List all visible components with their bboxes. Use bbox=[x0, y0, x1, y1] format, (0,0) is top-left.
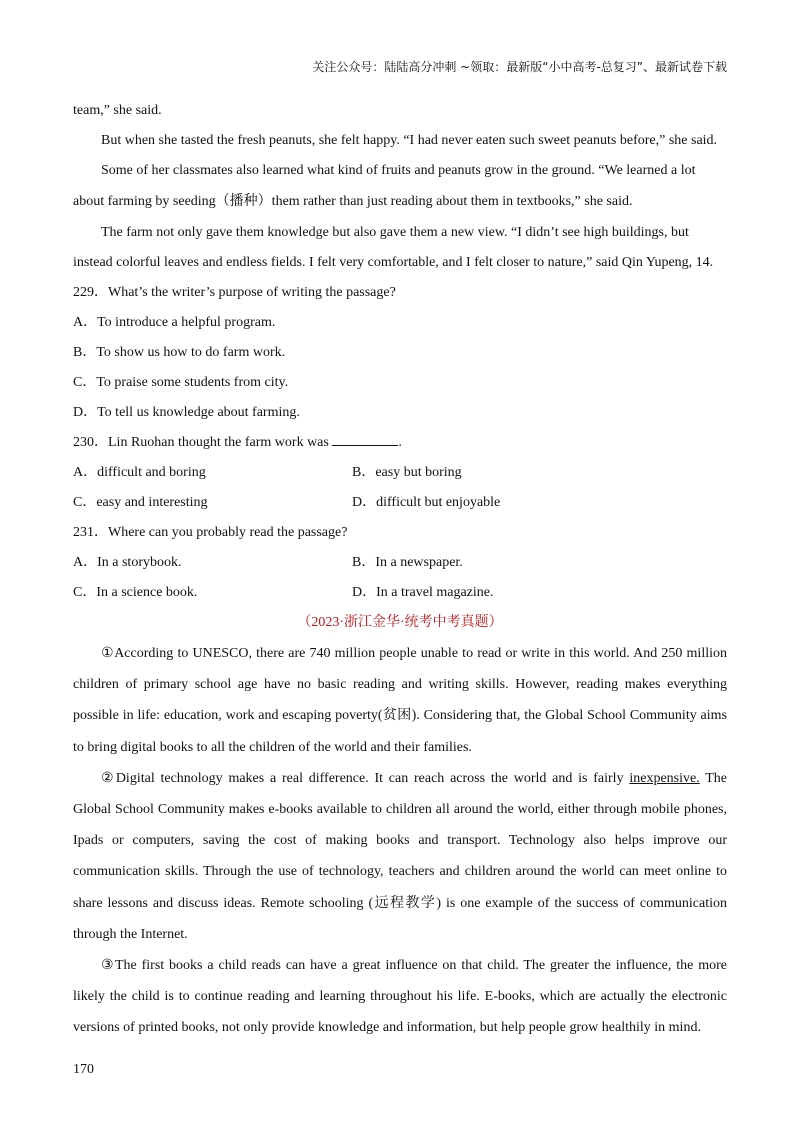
question-231-stem: 231．Where can you probably read the passage? bbox=[73, 525, 348, 540]
page-header: 关注公众号：陆陆高分冲刺 ~领取：最新版“小中高考-总复习”、最新试卷下载 bbox=[312, 60, 727, 74]
question-230-options-row bbox=[73, 488, 727, 518]
source-label: （2023·浙江金华·统考中考真题） bbox=[297, 615, 503, 630]
question-229-option-c: C．To praise some students from city. bbox=[73, 375, 289, 390]
underlined-word: inexpensive. bbox=[629, 770, 700, 786]
text-line: about farming by seeding（播种）them rather than just reading about them in textbooks,” she said. bbox=[73, 194, 633, 209]
question-231-option-d: D．In a travel magazine. bbox=[352, 585, 494, 600]
text-line: Some of her classmates also learned what kind of fruits and peanuts grow in the ground. “We learned a lot bbox=[101, 163, 696, 178]
question-231-options-row bbox=[73, 548, 727, 578]
page-number: 170 bbox=[73, 1062, 94, 1077]
text-line: The farm not only gave them knowledge but also gave them a new view. “I didn’t see high buildings, but bbox=[101, 225, 689, 240]
question-229-option-a: A．To introduce a helpful program. bbox=[73, 315, 276, 330]
question-231-option-a: A．In a storybook. bbox=[73, 555, 182, 570]
question-231-option-b: B．In a newspaper. bbox=[352, 555, 463, 570]
question-229-stem: 229．What’s the writer’s purpose of writing the passage? bbox=[73, 285, 396, 300]
question-230-option-c: C．easy and interesting bbox=[73, 495, 208, 510]
question-230-stem: 230．Lin Ruohan thought the farm work was . bbox=[73, 428, 727, 458]
text-line: But when she tasted the fresh peanuts, she felt happy. “I had never eaten such sweet peanuts before,” she said. bbox=[101, 133, 718, 148]
text-line: instead colorful leaves and endless fields. I felt very comfortable, and I felt closer to nature,” said Qin Yupeng, 14. bbox=[73, 255, 714, 270]
page-content bbox=[73, 96, 727, 1044]
passage-paragraph-2: ②Digital technology makes a real difference. It can reach across the world and is fairly inexpensive. The Global School Community makes e-books available to children all around the world, either through mobile phones, Ipads or computers, saving the cost of making books and transport. Technology also helps improve our communication skills. Through the use of technology, teachers and children around the world can meet online to share lessons and discuss ideas. Remote schooling (远程教学) is one example of the success of communication through the Internet. bbox=[73, 770, 728, 942]
answer-blank bbox=[332, 431, 398, 446]
question-229-option-d: D．To tell us knowledge about farming. bbox=[73, 405, 300, 420]
question-230-option-b: B．easy but boring bbox=[352, 465, 462, 480]
question-229-option-b: B．To show us how to do farm work. bbox=[73, 345, 286, 360]
question-231-options-row bbox=[73, 578, 727, 608]
question-231-option-c: C．In a science book. bbox=[73, 585, 198, 600]
passage-paragraph-3: ③The first books a child reads can have a great influence on that child. The greater the influence, the more likely the child is to continue reading and learning throughout his life. E-books, which are actually the electronic versions of printed books, not only provide knowledge and information, but help people grow healthily in mind. bbox=[73, 958, 727, 1036]
passage-paragraph-1: ①According to UNESCO, there are 740 million people unable to read or write in this world. And 250 million children of primary school age have no basic reading and writing skills. However, reading makes everything possible in life: education, work and escaping poverty(贫困). Considering that, the Global School Community aims to bring digital books to all the children of the world and their families. bbox=[73, 646, 727, 755]
question-230-option-d: D．difficult but enjoyable bbox=[352, 495, 501, 510]
question-230-option-a: A．difficult and boring bbox=[73, 465, 206, 480]
text-line: team,” she said. bbox=[73, 103, 162, 118]
question-230-options-row bbox=[73, 458, 727, 488]
